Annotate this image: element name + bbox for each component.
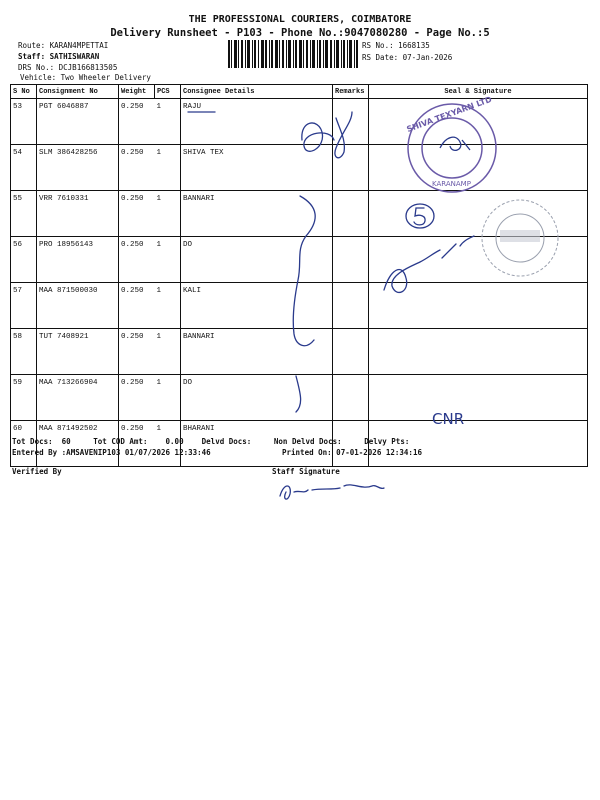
cell-remarks (333, 283, 369, 329)
cell-sno: 60 (11, 421, 37, 467)
cell-consignee: DO (181, 375, 333, 421)
cell-remarks (333, 375, 369, 421)
staff-signature-label: Staff Signature (272, 467, 340, 476)
cell-sno: 55 (11, 191, 37, 237)
cell-sno: 57 (11, 283, 37, 329)
cell-pcs: 1 (155, 375, 181, 421)
cell-sno: 59 (11, 375, 37, 421)
cell-weight: 0.250 (119, 145, 155, 191)
col-header-sno: S No (11, 85, 37, 99)
cell-sno: 56 (11, 237, 37, 283)
barcode-image (228, 40, 358, 68)
table-row (11, 99, 588, 145)
cnr-note: CNR (432, 410, 465, 428)
cell-consignment: PRO 18956143 (37, 237, 119, 283)
table-row (11, 145, 588, 191)
cell-seal (369, 191, 588, 237)
cell-consignment: MAA 871492502 (37, 421, 119, 467)
cell-remarks (333, 329, 369, 375)
cell-seal (369, 145, 588, 191)
printed-on: Printed On: 07-01-2026 12:34:16 (282, 448, 422, 457)
cell-pcs: 1 (155, 283, 181, 329)
table-row (11, 283, 588, 329)
cell-consignee: SHIVA TEX (181, 145, 333, 191)
col-header-consignment: Consignment No (37, 85, 119, 99)
staff-signature-mark (280, 485, 384, 499)
cell-consignee: RAJU (181, 99, 333, 145)
table-row (11, 375, 588, 421)
table-header-row (11, 85, 588, 99)
cell-weight: 0.250 (119, 191, 155, 237)
cell-consignee: KALI (181, 283, 333, 329)
drs-number: DRS No.: DCJB166813505 (18, 63, 118, 72)
seal-text: SHIVA TEXYARN LTD (405, 94, 494, 135)
cell-pcs: 1 (155, 237, 181, 283)
cell-sno: 58 (11, 329, 37, 375)
rs-date: RS Date: 07-Jan-2026 (362, 53, 453, 62)
runsheet-subtitle: Delivery Runsheet - P103 - Phone No.:9047080280 - Page No.:5 (110, 27, 490, 39)
company-title: THE PROFESSIONAL COURIERS, COIMBATORE (188, 14, 412, 25)
cell-consignment: MAA 871500030 (37, 283, 119, 329)
cell-seal (369, 283, 588, 329)
cell-remarks (333, 145, 369, 191)
col-header-weight: Weight (119, 85, 155, 99)
cell-weight: 0.250 (119, 99, 155, 145)
table-row (11, 329, 588, 375)
cell-remarks (333, 237, 369, 283)
vehicle-label: Vehicle: Two Wheeler Delivery (20, 73, 151, 82)
cell-pcs: 1 (155, 191, 181, 237)
totals-line: Tot Docs: 60 Tot COD Amt: 0.00 Delvd Docs: Non Delvd Docs: Delvy Pts: (12, 437, 410, 446)
col-header-consignee: Consignee Details (181, 85, 333, 99)
cell-seal (369, 99, 588, 145)
cell-weight: 0.250 (119, 237, 155, 283)
runsheet-table (10, 84, 588, 467)
cell-consignee: BANNARI (181, 191, 333, 237)
cell-pcs: 1 (155, 329, 181, 375)
staff-label: Staff: SATHISWARAN (18, 52, 100, 61)
seal-subtext: KARANAMP (432, 180, 471, 188)
verified-by-label: Verified By (12, 467, 62, 476)
col-header-pcs: PCS (155, 85, 181, 99)
cell-seal (369, 329, 588, 375)
cell-consignment: TUT 7408921 (37, 329, 119, 375)
cell-consignee: BHARANI (181, 421, 333, 467)
cell-consignment: SLM 386428256 (37, 145, 119, 191)
col-header-remarks: Remarks (333, 85, 369, 99)
table-row (11, 237, 588, 283)
cell-sno: 53 (11, 99, 37, 145)
cell-seal (369, 237, 588, 283)
cell-pcs: 1 (155, 145, 181, 191)
cell-remarks (333, 191, 369, 237)
cell-consignee: BANNARI (181, 329, 333, 375)
cell-pcs: 1 (155, 421, 181, 467)
cell-seal (369, 375, 588, 421)
rs-number: RS No.: 1668135 (362, 41, 430, 50)
table-row (11, 191, 588, 237)
cell-consignment: MAA 713266904 (37, 375, 119, 421)
col-header-seal: Seal & Signature (369, 85, 588, 99)
cell-consignment: VRR 7610331 (37, 191, 119, 237)
route-label: Route: KARAN4MPETTAI (18, 41, 109, 50)
cell-weight: 0.250 (119, 421, 155, 467)
cell-remarks (333, 99, 369, 145)
cell-weight: 0.250 (119, 375, 155, 421)
cell-sno: 54 (11, 145, 37, 191)
cell-consignment: PGT 6046887 (37, 99, 119, 145)
cell-weight: 0.250 (119, 329, 155, 375)
entered-by: Entered By :AMSAVENIP103 01/07/2026 12:33:46 (12, 448, 211, 457)
cell-consignee: DO (181, 237, 333, 283)
cell-pcs: 1 (155, 99, 181, 145)
cell-weight: 0.250 (119, 283, 155, 329)
